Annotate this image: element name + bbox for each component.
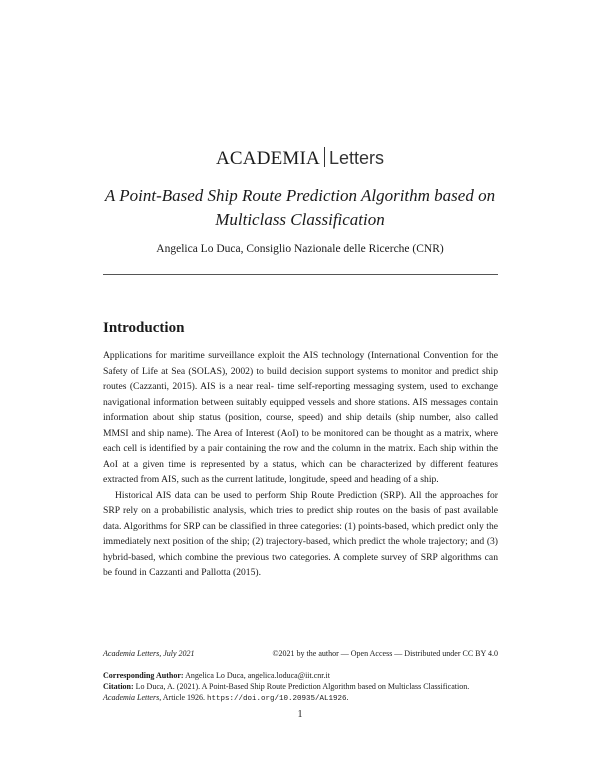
citation-label: Citation: [103, 682, 134, 691]
section-body [103, 348, 498, 581]
author-line: Angelica Lo Duca, Consiglio Nazionale delle Ricerche (CNR) [156, 243, 444, 255]
body-paragraph: Historical AIS data can be used to perform Ship Route Prediction (SRP). All the approaches for SRP rely on a probabilistic analysis, which tries to predict ship routes on the basis of past available data. Algorithms for SRP can be classified in three categories: (1) points-based, which predict only the immediately next position of the ship; (2) trajectory-based, which predict the whole trajectory; and (3) hybrid-based, which combine the previous two categories. A complete survey of SRP algorithms can be found in Cazzanti and Pallotta (2015). [103, 489, 498, 578]
academia-letters-logo [0, 146, 600, 171]
journal-date: Academia Letters, July 2021 [103, 649, 195, 658]
citation-end: . [346, 693, 349, 702]
footer-credits [103, 670, 503, 705]
title-divider [103, 274, 498, 275]
paper-title-line-1: A Point-Based Ship Route Prediction Algorithm based on [104, 186, 496, 205]
citation-article: , Article 1926. [159, 693, 205, 702]
paper-title [80, 184, 520, 232]
section-heading: Introduction [103, 320, 185, 336]
paper-title-line-2: Multiclass Classification [215, 210, 385, 229]
citation-text: Lo Duca, A. (2021). A Point-Based Ship Route Prediction Algorithm based on Multiclass Classification. [135, 682, 470, 691]
brand-separator [324, 147, 325, 167]
footer-journal-line [103, 648, 498, 660]
page-number: 1 [297, 709, 303, 720]
brand-name: ACADEMIA [215, 148, 320, 169]
brand-product: Letters [328, 148, 385, 168]
citation-doi-link[interactable]: https://doi.org/10.20935/AL1926 [207, 695, 347, 703]
citation-journal: Academia Letters [103, 693, 160, 702]
body-paragraph: Applications for maritime surveillance exploit the AIS technology (International Convention for the Safety of Life at Sea (SOLAS), 2002) to build decision support systems to monitor and predict ship routes (Cazzanti, 2015). AIS is a near real- time self-reporting messaging system, used to exchange navigational information between suitably equipped vessels and shore stations. AIS messages contain information about ship status (position, course, speed) and ship details (ship number, also called MMSI and ship name). The Area of Interest (AoI) to be monitored can be thought as a matrix, where each cell is identified by a pair containing the row and the column in the matrix. Each ship within the AoI at a given time is represented by a status, which can be characterized by different features extracted from AIS, such as the current latitude, longitude, speed and heading of a ship. [103, 350, 498, 485]
corresponding-author [103, 670, 503, 681]
corresponding-label: Corresponding Author: [103, 671, 184, 680]
license-text: ©2021 by the author — Open Access — Distributed under CC BY 4.0 [272, 649, 498, 658]
citation [103, 681, 503, 705]
corresponding-value: Angelica Lo Duca, angelica.loduca@iit.cnr.it [185, 671, 330, 680]
